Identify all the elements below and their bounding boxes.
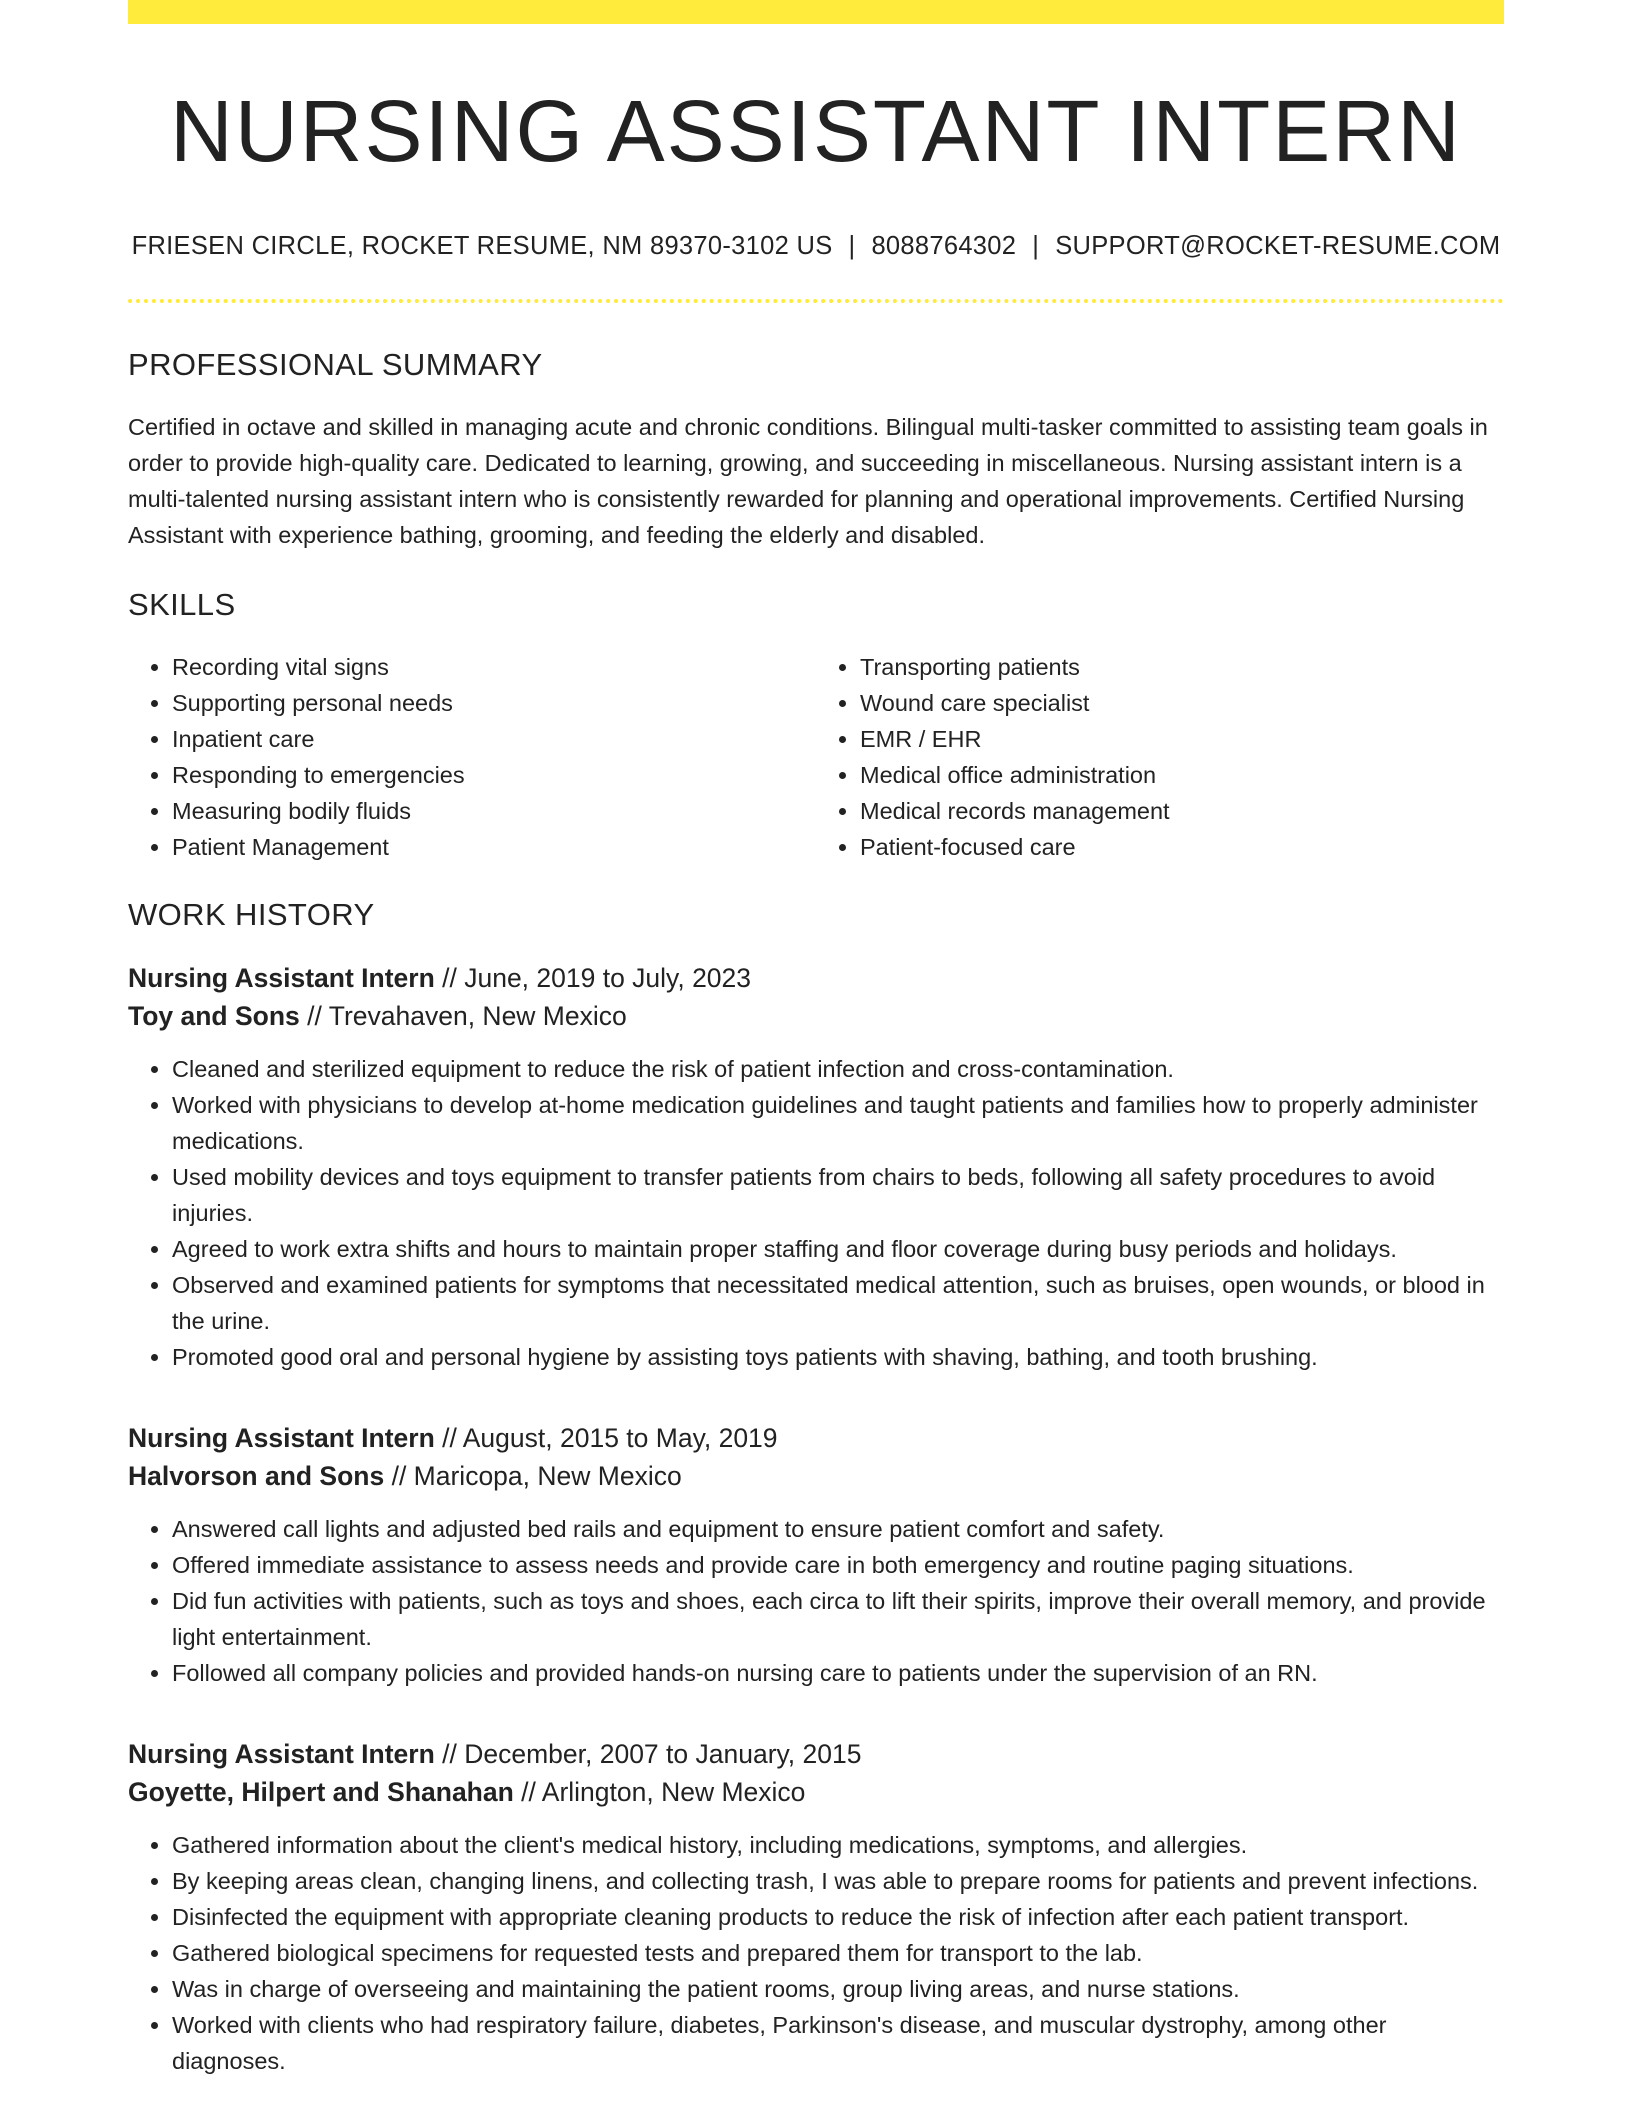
skills-columns [128, 649, 1504, 865]
skill-item: • Patient Management [172, 829, 816, 865]
accent-top-bar [128, 0, 1504, 24]
job-bullet: • Answered call lights and adjusted bed rails and equipment to ensure patient comfort and safety. [172, 1511, 1504, 1547]
dotted-divider [128, 299, 1504, 303]
resume-page [128, 0, 1504, 2079]
skill-item: • Medical office administration [860, 757, 1504, 793]
job-company-line [128, 1457, 1504, 1495]
skills-section [128, 587, 1504, 865]
job-bullet: • Worked with physicians to develop at-home medication guidelines and taught patients and families how to properly administer medications. [172, 1087, 1504, 1159]
job-company-line [128, 997, 1504, 1035]
skill-item: • Patient-focused care [860, 829, 1504, 865]
job-bullet: • Gathered biological specimens for requested tests and prepared them for transport to the lab. [172, 1935, 1504, 1971]
job-bullet: • Did fun activities with patients, such as toys and shoes, each circa to lift their spirits, improve their overall memory, and provide light entertainment. [172, 1583, 1504, 1655]
contact-phone: 8088764302 [871, 231, 1017, 260]
job-dates: // December, 2007 to January, 2015 [434, 1738, 862, 1769]
contact-address: FRIESEN CIRCLE, ROCKET RESUME, NM 89370-3102 US [131, 231, 833, 260]
job-role: Nursing Assistant Intern [128, 1422, 435, 1453]
job-dates: // August, 2015 to May, 2019 [434, 1422, 778, 1453]
skill-item: • Responding to emergencies [172, 757, 816, 793]
skills-list-right [816, 649, 1504, 865]
job-bullets [128, 1827, 1504, 2079]
job-role-line [128, 1419, 1504, 1457]
skill-item: • Transporting patients [860, 649, 1504, 685]
job-location: // Trevahaven, New Mexico [299, 1000, 627, 1031]
skill-item: • Medical records management [860, 793, 1504, 829]
job-bullet: • Worked with clients who had respiratory failure, diabetes, Parkinson's disease, and muscular dystrophy, among other diagnoses. [172, 2007, 1504, 2079]
skill-item: • EMR / EHR [860, 721, 1504, 757]
job-bullet: • Followed all company policies and provided hands-on nursing care to patients under the supervision of an RN. [172, 1655, 1504, 1691]
job-role: Nursing Assistant Intern [128, 1738, 435, 1769]
job-bullet: • Observed and examined patients for symptoms that necessitated medical attention, such as bruises, open wounds, or blood in the urine. [172, 1267, 1504, 1339]
job-entry [128, 959, 1504, 1375]
skill-item: • Recording vital signs [172, 649, 816, 685]
job-company: Goyette, Hilpert and Shanahan [128, 1776, 514, 1807]
job-location: // Arlington, New Mexico [513, 1776, 806, 1807]
job-company: Halvorson and Sons [128, 1460, 385, 1491]
job-bullet: • Promoted good oral and personal hygiene by assisting toys patients with shaving, bathing, and tooth brushing. [172, 1339, 1504, 1375]
job-bullet: • Disinfected the equipment with appropriate cleaning products to reduce the risk of infection after each patient transport. [172, 1899, 1504, 1935]
contact-email[interactable]: SUPPORT@ROCKET-RESUME.COM [1055, 231, 1501, 260]
summary-section [128, 347, 1504, 553]
skill-item: • Supporting personal needs [172, 685, 816, 721]
job-bullet: • Agreed to work extra shifts and hours to maintain proper staffing and floor coverage during busy periods and holidays. [172, 1231, 1504, 1267]
job-bullets [128, 1511, 1504, 1691]
work-history-section [128, 897, 1504, 2079]
job-role-line [128, 1735, 1504, 1773]
job-location: // Maricopa, New Mexico [384, 1460, 682, 1491]
job-bullet: • Was in charge of overseeing and maintaining the patient rooms, group living areas, and nurse stations. [172, 1971, 1504, 2007]
job-company: Toy and Sons [128, 1000, 300, 1031]
skill-item: • Inpatient care [172, 721, 816, 757]
summary-title: PROFESSIONAL SUMMARY [128, 346, 543, 382]
work-history-title: WORK HISTORY [128, 896, 375, 932]
skills-title: SKILLS [128, 586, 236, 622]
job-dates: // June, 2019 to July, 2023 [434, 962, 752, 993]
skills-list-left [128, 649, 816, 865]
job-bullet: • Offered immediate assistance to assess needs and provide care in both emergency and routine paging situations. [172, 1547, 1504, 1583]
job-bullet: • By keeping areas clean, changing linens, and collecting trash, I was able to prepare rooms for patients and prevent infections. [172, 1863, 1504, 1899]
contact-line [128, 232, 1504, 261]
contact-separator: | [848, 231, 856, 260]
job-entry [128, 1419, 1504, 1691]
job-role: Nursing Assistant Intern [128, 962, 435, 993]
job-bullet: • Gathered information about the client's medical history, including medications, symptoms, and allergies. [172, 1827, 1504, 1863]
job-bullet: • Used mobility devices and toys equipment to transfer patients from chairs to beds, following all safety procedures to avoid injuries. [172, 1159, 1504, 1231]
contact-separator: | [1032, 231, 1040, 260]
job-role-line [128, 959, 1504, 997]
job-entry [128, 1735, 1504, 2079]
job-bullets [128, 1051, 1504, 1375]
job-company-line [128, 1773, 1504, 1811]
job-bullet: • Cleaned and sterilized equipment to reduce the risk of patient infection and cross-contamination. [172, 1051, 1504, 1087]
summary-text: Certified in octave and skilled in managing acute and chronic conditions. Bilingual multi-tasker committed to assisting team goals in order to provide high-quality care. Dedicated to learning, growing, and succeeding in miscellaneous. Nursing assistant intern is a multi-talented nursing assistant intern who is consistently rewarded for planning and operational improvements. Certified Nursing Assistant with experience bathing, grooming, and feeding the elderly and disabled. [128, 413, 1488, 548]
skill-item: • Wound care specialist [860, 685, 1504, 721]
resume-name: NURSING ASSISTANT INTERN [170, 83, 1462, 180]
skill-item: • Measuring bodily fluids [172, 793, 816, 829]
